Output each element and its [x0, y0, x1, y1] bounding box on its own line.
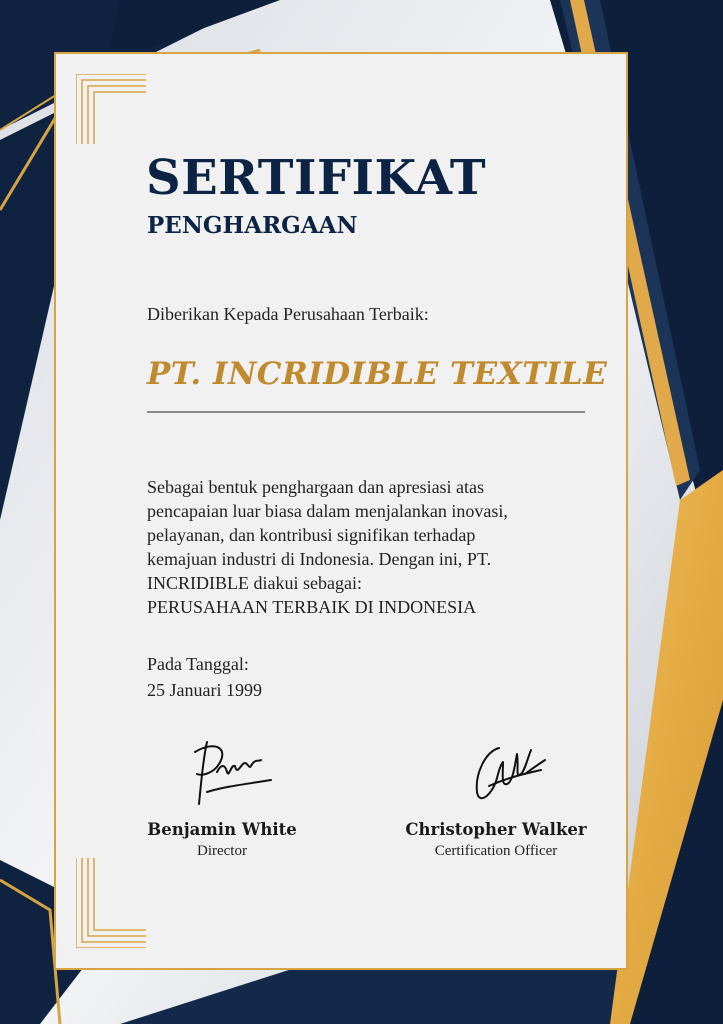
signatory-1 — [132, 734, 312, 860]
body-line: pelayanan, dan kontribusi signifikan terhadap — [147, 525, 476, 545]
signatory-1-role: Director — [197, 843, 247, 859]
signatory-2-name: Christopher Walker — [405, 820, 587, 839]
body-line: Sebagai bentuk penghargaan dan apresiasi atas — [147, 477, 485, 497]
certificate-body — [147, 475, 597, 619]
body-line: INCRIDIBLE diakui sebagai: — [147, 573, 362, 593]
award-title: PERUSAHAAN TERBAIK DI INDONESIA — [147, 597, 477, 617]
date-value: 25 Januari 1999 — [147, 680, 262, 700]
signatory-1-name: Benjamin White — [147, 820, 297, 839]
certificate-subtitle: PENGHARGAAN — [147, 212, 358, 239]
certificate-card — [54, 52, 628, 970]
corner-ornament-top-left — [76, 74, 146, 144]
company-underline — [147, 411, 585, 413]
signatory-2 — [396, 734, 596, 860]
body-line: pencapaian luar biasa dalam menjalankan inovasi, — [147, 501, 508, 521]
date-block — [147, 651, 262, 703]
signature-2 — [441, 734, 551, 814]
body-line: kemajuan industri di Indonesia. Dengan ini, PT. — [147, 549, 492, 569]
signature-1 — [167, 734, 277, 814]
certificate-title: SERTIFIKAT — [146, 150, 487, 206]
given-to-label: Diberikan Kepada Perusahaan Terbaik: — [147, 304, 429, 324]
signatory-2-role: Certification Officer — [434, 843, 558, 859]
corner-ornament-bottom-left — [76, 858, 146, 948]
company-name: PT. INCRIDIBLE TEXTILE — [147, 356, 608, 392]
date-label: Pada Tanggal: — [147, 654, 249, 674]
